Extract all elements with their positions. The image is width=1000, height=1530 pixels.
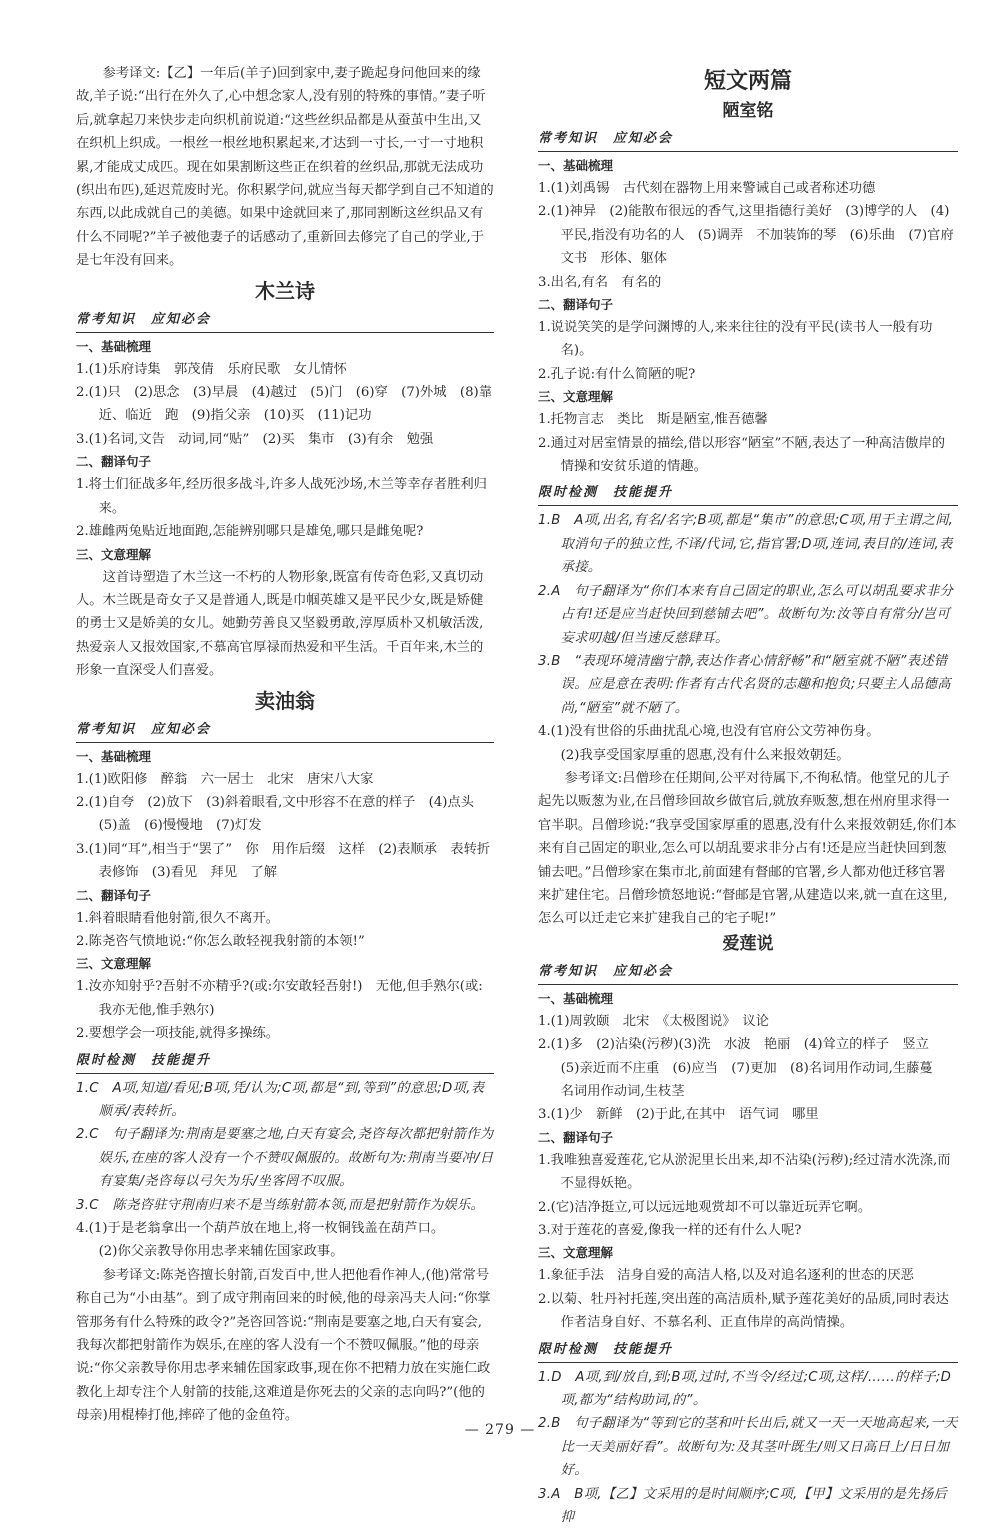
banner-knowledge: 常考知识 应知必会: [76, 309, 494, 333]
answer-line: 2.A 句子翻译为“你们本来有自己固定的职业,怎么可以胡乱要求非分占有!还是应当赶快回到慈铺去吧”。故断句为:汝等自有常分/岂可妄求叨越/但当速反慈肆耳。: [538, 583, 954, 646]
answer-line: 1.托物言志 类比 斯是陋室,惟吾德馨: [538, 412, 768, 428]
section-heading: 二、翻译句子: [76, 887, 152, 903]
answer-line: 3.C 陈尧咨驻守荆南归来不是当练射箭本领,而是把射箭作为娱乐。: [76, 1197, 485, 1213]
answer-line: 3.(1)名词,文告 动词,同“贴” (2)买 集市 (3)有余 勉强: [76, 431, 434, 447]
answer-line: 3.B “表现环境清幽宁静,表达作者心情舒畅”和“陋室就不陋”表述错误。应是意在表明:作者有古代名贤的志趣和抱负;只要主人品德高尚,“陋室”就不陋了。: [538, 653, 951, 716]
banner-practice: 限时检测 技能提升: [538, 1339, 958, 1363]
answer-line: 2.以菊、牡丹衬托莲,突出莲的高洁质朴,赋予莲花美好的品质,同时表达作者洁身自好、不慕名利、正直伟岸的高尚情操。: [538, 1291, 949, 1331]
section-heading: 三、文意理解: [76, 956, 152, 972]
answer-line: 1.(1)刘禹锡 古代刻在器物上用来警诫自己或者称述功德: [538, 181, 876, 196]
answer-line: 2.B 句子翻译为“等到它的茎和叶长出后,就又一天一天地高起来,一天比一天美丽好看”。故断句为:及其茎叶既生/则又日高日上/日日加好。: [538, 1416, 958, 1479]
answer-line: 2.要想学会一项技能,就得多操练。: [76, 1026, 280, 1042]
answer-line: 1.(1)欧阳修 醉翁 六一居士 北宋 唐宋八大家: [76, 771, 374, 787]
section-title-ailian: 爱莲说: [722, 933, 774, 954]
banner-knowledge: 常考知识 应知必会: [538, 961, 958, 985]
answer-line: 2.通过对居室情景的描绘,借以形容“陋室”不陋,表达了一种高洁傲岸的情操和安贫乐道的情趣。: [538, 435, 946, 475]
answer-line: 1.说说笑笑的是学问渊博的人,来来往往的没有平民(读书人一般有功名)。: [538, 320, 933, 359]
banner-knowledge: 常考知识 应知必会: [76, 719, 494, 743]
answer-line: (2)我享受国家厚重的恩惠,没有什么来报效朝廷。: [560, 747, 850, 763]
section-heading: 一、基础梳理: [538, 990, 614, 1006]
reference-translation: 参考译文:吕僧珍在任期间,公平对待属下,不徇私情。他堂兄的儿子起先以贩葱为业,在吕僧珍回故乡做官后,就放弃贩葱,想在州府里求得一官半职。吕僧珍说:“我享受国家厚重的恩惠,没有什么来报效朝廷,你们本来有自己固定的职业,怎么可以胡乱要求非分占有!还是应当赶快回到葱铺去吧。”吕僧珍家在集市北,前面建有督邮的官署,乡人都劝他迁移官署来扩建住宅。吕僧珍愤怒地说:“督邮是官署,从建造以来,就一直在这里,怎么可以迁走它来扩建我自己的宅子呢!”: [538, 770, 957, 927]
reference-translation: 参考译文:陈尧咨擅长射箭,百发百中,世人把他看作神人,(他)常常号称自己为“小由基”。到了成守荆南回来的时候,他的母亲冯夫人问:“你掌管那务有什么特殊的政令?”尧咨回答说:“荆南是要塞之地,白天有宴会,我每次都把射箭作为娱乐,在座的客人没有一个不赞叹佩服。”他的母亲说:“你父亲教导你用忠孝来辅佐国家政事,现在你不把精力放在实施仁政教化上却专注个人射箭的技能,这难道是你死去的父亲的志向吗?”(他的母亲)用棍棒打他,摔碎了他的金鱼符。: [76, 1267, 491, 1424]
answer-line: 1.将士们征战多年,经历很多战斗,许多人战死沙场,木兰等幸存者胜利归来。: [76, 477, 487, 516]
answer-line: 1.(1)周敦颐 北宋 《太极图说》 议论: [538, 1013, 769, 1029]
right-column: [538, 62, 958, 1530]
banner-practice: 限时检测 技能提升: [76, 1050, 494, 1074]
section-heading: 一、基础梳理: [76, 748, 152, 764]
page-number: — 279 —: [464, 1422, 536, 1438]
section-heading: 二、翻译句子: [538, 297, 614, 313]
answer-line: 1.D A项,到/放自,到;B项,过时,不当令/经过;C项,这样/……的样子;D项,都为“结构助词,的”。: [538, 1369, 952, 1409]
banner-practice: 限时检测 技能提升: [538, 482, 958, 506]
answer-line: 3.A B项,【乙】文采用的是时间顺序;C项,【甲】文采用的是先扬后抑: [538, 1486, 948, 1526]
section-heading: 二、翻译句子: [538, 1129, 614, 1145]
answer-line: 2.C 句子翻译为:荆南是要塞之地,白天有宴会,尧咨每次都把射箭作为娱乐,在座的客人没有一个不赞叹佩服的。故断句为:荆南当要冲/日有宴集/尧咨每以弓矢为乐/坐客罔不叹服。: [76, 1127, 494, 1190]
answer-line: 1.汝亦知射乎?吾射不亦精乎?(或:尔安敢轻吾射!) 无他,但手熟尔(或:我亦无他,惟手熟尔): [76, 979, 483, 1018]
answer-line: 1.(1)乐府诗集 郭茂倩 乐府民歌 女儿情怀: [76, 361, 347, 377]
answer-line: 1.C A项,知道/看见;B项,凭/认为;C项,都是“到,等到”的意思;D项,表顺承/表转折。: [76, 1080, 485, 1119]
answer-line: 2.(1)自夸 (2)放下 (3)斜着眼看,文中形容不在意的样子 (4)点头 (5)盖 (6)慢慢地 (7)灯发: [76, 794, 488, 834]
section-heading: 二、翻译句子: [76, 454, 152, 470]
answer-line: 2.陈尧咨气愤地说:“你怎么敢轻视我射箭的本领!”: [76, 933, 365, 949]
answer-line: 1.B A项,出名,有名/名字;B项,都是“集市”的意思;C项,用于主谓之间,取消句子的独立性,不译/代词,它,指官署;D项,连词,表目的/连词,表承接。: [538, 513, 954, 576]
answer-line: 3.(1)少 新鲜 (2)于此,在其中 语气词 哪里: [538, 1107, 819, 1123]
answer-line: 2.(1)神异 (2)能散布很远的香气,这里指德行美好 (3)博学的人 (4)平民,指没有功名的人 (5)调弄 不加装饰的琴 (6)乐曲 (7)官府文书 形体、躯体: [538, 204, 954, 267]
answer-line: 4.(1)没有世俗的乐曲扰乱心境,也没有官府公文劳神伤身。: [538, 724, 880, 740]
section-title-mulan: 木兰诗: [255, 278, 315, 303]
section-heading: 三、文意理解: [76, 546, 152, 562]
answer-line: 3.出名,有名 有名的: [538, 274, 662, 290]
answer-line: 2.孔子说:有什么简陋的呢?: [538, 366, 696, 382]
banner-knowledge: 常考知识 应知必会: [538, 128, 958, 152]
answer-line: 2.(1)只 (2)思念 (3)早晨 (4)越过 (5)门 (6)穿 (7)外城 (8)靠近、临近 跑 (9)指父亲 (10)买 (11)记功: [76, 385, 493, 424]
answer-line: 2.雄雌两兔贴近地面跑,怎能辨别哪只是雄兔,哪只是雌兔呢?: [76, 524, 424, 540]
section-heading: 一、基础梳理: [538, 158, 614, 173]
answer-line: 3.(1)同“耳”,相当于“罢了” 你 用作后缀 这样 (2)表顺承 表转折 表修饰 (3)看见 拜见 了解: [76, 841, 504, 881]
section-heading: 三、文意理解: [538, 389, 614, 405]
section-title-maiyouweng: 卖油翁: [255, 688, 315, 713]
answer-line: 2.(1)多 (2)沾染(污秽)(3)洗 水波 艳丽 (4)耸立的样子 竖立 (5)亲近而不庄重 (6)应当 (7)更加 (8)名词用作动词,生藤蔓 名词用作动词,生枝茎: [538, 1037, 947, 1099]
answer-paragraph: 这首诗塑造了木兰这一不朽的人物形象,既富有传奇色彩,又真切动人。木兰既是奇女子又是普通人,既是巾帼英雄又是平民少女,既是矫健的勇士又是娇美的女儿。她勤劳善良又坚毅勇敢,淳厚质朴又机敏活泼,热爱亲人又报效国家,不慕高官厚禄而热爱和平生活。千百年来,木兰的形象一直深受人们喜爱。: [76, 569, 484, 679]
section-heading: 三、文意理解: [538, 1245, 614, 1261]
section-title-main: 短文两篇: [703, 69, 792, 94]
answer-line: 4.(1)于是老翁拿出一个葫芦放在地上,将一枚铜钱盖在葫芦口。: [76, 1221, 445, 1237]
yangzi-translation: 参考译文:【乙】一年后(羊子)回到家中,妻子跪起身问他回来的缘故,羊子说:“出行在外久了,心中想念家人,没有别的特殊的事情。”妻子听后,就拿起刀来快步走向织机前说道:“这些丝织品都是从蚕茧中生出,又在织机上织成。一根丝一根丝地积累起来,才达到一寸长,一寸一寸地积累,才能成丈成匹。现在如果割断这些正在织着的丝织品,那就无法成功(织出布匹),延迟荒废时光。你积累学问,就应当每天都学到自己不知道的东西,以此成就自己的美德。如果中途就回来了,那同割断这丝织品又有什么不同呢?”羊子被他妻子的话感动了,重新回去修完了自己的学业,于是七年没有回来。: [76, 66, 494, 269]
answer-line: 1.斜着眼睛看他射箭,很久不离开。: [76, 910, 280, 926]
section-title-loushi: 陋室铭: [722, 101, 774, 121]
answer-line: 2.(它)洁净挺立,可以远远地观赏却不可以靠近玩弄它啊。: [538, 1199, 872, 1215]
section-heading: 一、基础梳理: [76, 338, 152, 354]
answer-line: 3.对于莲花的喜爱,像我一样的还有什么人呢?: [538, 1223, 802, 1239]
answer-line: 1.我唯独喜爱莲花,它从淤泥里长出来,却不沾染(污秽);经过清水洗涤,而不显得妖艳。: [538, 1152, 951, 1192]
answer-line: 1.象征手法 洁身自爱的高洁人格,以及对追名逐利的世态的厌恶: [538, 1268, 914, 1284]
answer-line: (2)你父亲教导你用忠孝来辅佐国家政事。: [98, 1244, 344, 1260]
left-column: [76, 62, 504, 1428]
